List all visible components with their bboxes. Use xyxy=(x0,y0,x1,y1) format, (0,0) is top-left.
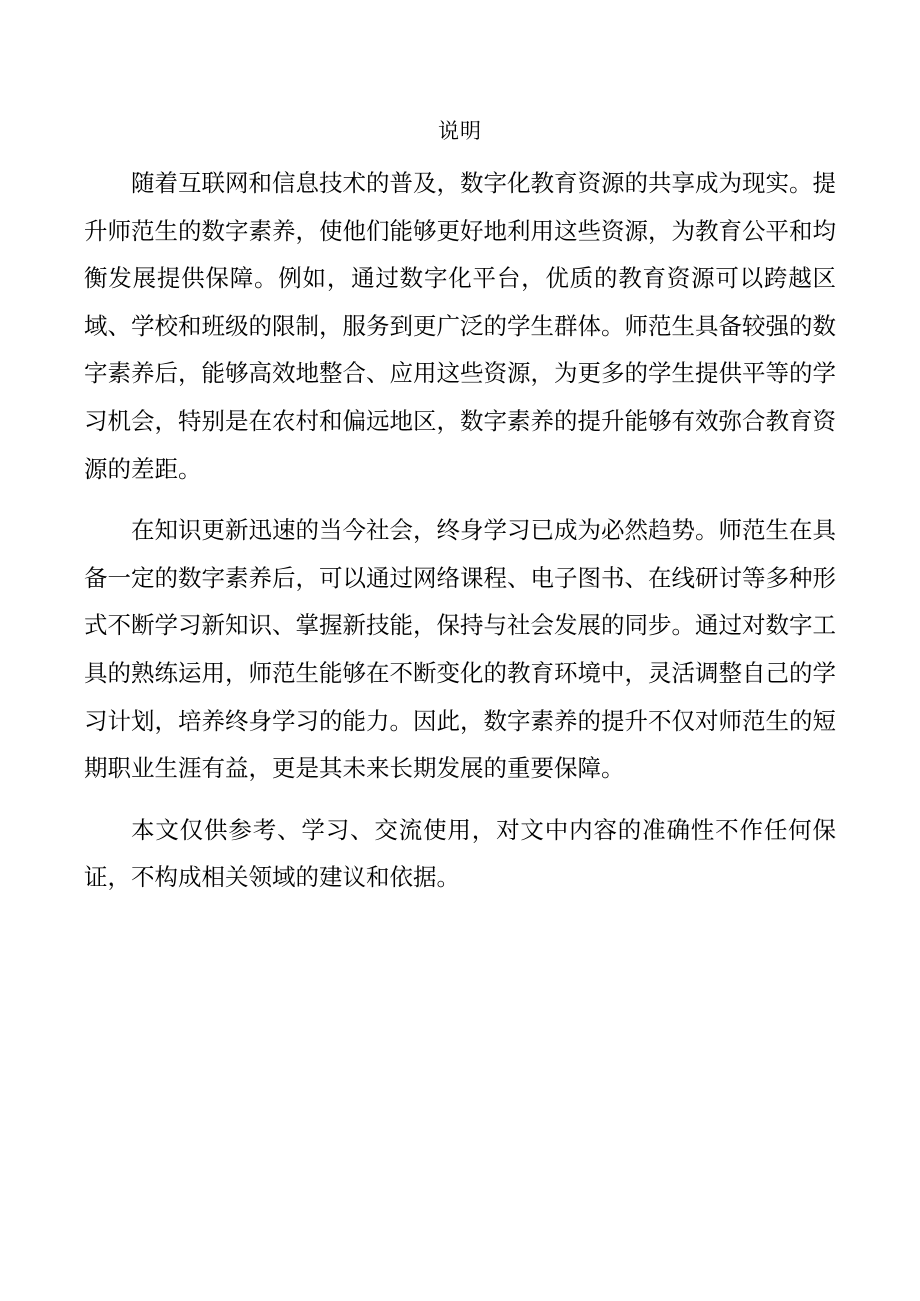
paragraph-digital-resources: 随着互联网和信息技术的普及，数字化教育资源的共享成为现实。提升师范生的数字素养，使他们能够更好地利用这些资源，为教育公平和均衡发展提供保障。例如，通过数字化平台，优质的教育资源可以跨越区域、学校和班级的限制，服务到更广泛的学生群体。师范生具备较强的数字素养后，能够高效地整合、应用这些资源，为更多的学生提供平等的学习机会，特别是在农村和偏远地区，数字素养的提升能够有效弥合教育资源的差距。 xyxy=(84,169,836,483)
paragraph-disclaimer: 本文仅供参考、学习、交流使用，对文中内容的准确性不作任何保证，不构成相关领域的建议和依据。 xyxy=(84,815,836,892)
document-body xyxy=(84,160,836,902)
document-title: 说明 xyxy=(438,119,482,143)
paragraph-lifelong-learning: 在知识更新迅速的当今社会，终身学习已成为必然趋势。师范生在具备一定的数字素养后，可以通过网络课程、电子图书、在线研讨等多种形式不断学习新知识、掌握新技能，保持与社会发展的同步。通过对数字工具的熟练运用，师范生能够在不断变化的教育环境中，灵活调整自己的学习计划，培养终身学习的能力。因此，数字素养的提升不仅对师范生的短期职业生涯有益，更是其未来长期发展的重要保障。 xyxy=(84,516,836,783)
